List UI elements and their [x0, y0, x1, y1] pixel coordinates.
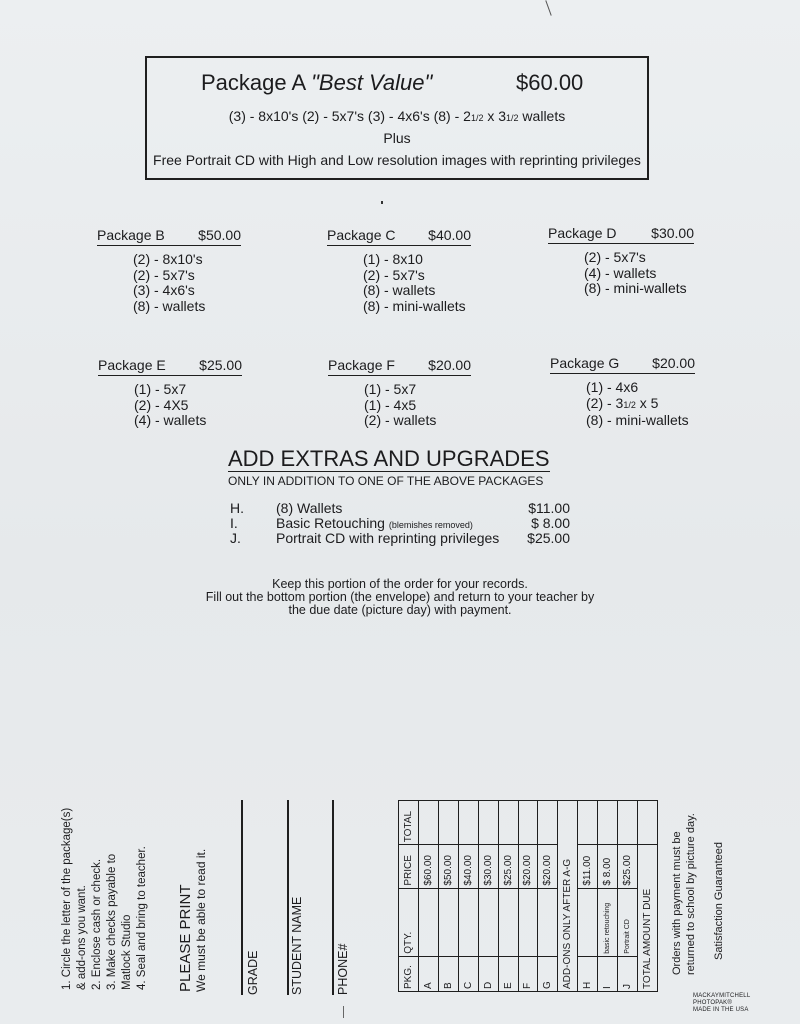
- please-print-note: [178, 849, 208, 992]
- package-e: [98, 357, 242, 429]
- package-price: $50.00: [198, 227, 241, 243]
- table-row[interactable]: F $20.00: [518, 801, 538, 992]
- extra-price: $11.00: [528, 500, 570, 516]
- please-print-sub: We must be able to read it.: [194, 848, 208, 992]
- order-table-grid: [398, 800, 658, 992]
- order-table: [398, 800, 658, 992]
- addon-row[interactable]: I basic retouching $ 8.00: [598, 801, 618, 992]
- package-item: (8) - mini-wallets: [363, 297, 466, 314]
- please-print-title: PLEASE PRINT: [177, 884, 194, 992]
- package-price: $30.00: [651, 225, 694, 241]
- package-item: (1) - 8x10: [363, 251, 423, 267]
- table-row[interactable]: G $20.00: [538, 801, 558, 992]
- header-total: TOTAL: [399, 801, 419, 845]
- package-items: [363, 252, 471, 314]
- package-item: (2) - wallets: [364, 412, 437, 428]
- instruction-step: 1. Circle the letter of the package(s): [61, 807, 73, 990]
- package-item: (8) - wallets: [363, 282, 436, 298]
- package-item: (1) - 5x7: [364, 381, 417, 397]
- extra-letter: J.: [230, 530, 241, 546]
- package-price: $40.00: [428, 227, 471, 243]
- extra-text: Basic Retouching (blemishes removed): [276, 515, 473, 531]
- records-note: Keep this portion of the order for your records.: [272, 577, 528, 591]
- package-a-name: Package A "Best Value": [201, 70, 433, 95]
- package-item: (2) - 5x7's: [363, 266, 425, 283]
- package-b: [97, 227, 241, 314]
- payment-note: Orders with payment must be returned to school by picture day.: [671, 813, 697, 975]
- satisfaction-guaranteed: Satisfaction Guaranteed: [713, 841, 725, 960]
- table-row[interactable]: C $40.00: [458, 801, 478, 992]
- package-item: (3) - 4x6's: [133, 282, 195, 298]
- header-qty: QTY.: [399, 888, 419, 956]
- extra-row-j: [230, 530, 575, 546]
- table-row[interactable]: E $25.00: [498, 801, 518, 992]
- table-row[interactable]: D $30.00: [478, 801, 498, 992]
- extra-letter: H.: [230, 500, 244, 516]
- extra-row-i: [230, 515, 575, 531]
- phone-label: PHONE#: [336, 943, 350, 995]
- addon-row[interactable]: H $11.00: [578, 801, 598, 992]
- package-item: (8) - wallets: [133, 297, 206, 314]
- top-mark: [545, 0, 551, 15]
- table-row[interactable]: B $50.00: [438, 801, 458, 992]
- package-item: (2) - 8x10's: [133, 251, 203, 267]
- return-note: Fill out the bottom portion (the envelope) and return to your teacher by: [205, 590, 595, 604]
- addons-header-row: ADD-ONS ONLY AFTER A-G: [558, 801, 578, 992]
- package-a-tag: "Best Value": [311, 70, 433, 95]
- package-items: [134, 382, 242, 429]
- package-items: [586, 380, 695, 429]
- package-item: (1) - 5x7: [134, 381, 187, 397]
- package-item: (1) - 4x5: [364, 396, 417, 413]
- speck-mark: [381, 201, 383, 204]
- package-item: (2) - 5x7's: [133, 266, 195, 283]
- package-header: [98, 357, 242, 376]
- student-name-label: STUDENT NAME: [290, 896, 304, 995]
- package-header: [327, 227, 471, 246]
- package-a-box: [145, 56, 649, 180]
- package-price: $20.00: [652, 355, 695, 371]
- package-header: [97, 227, 241, 246]
- package-item: (2) - 31/2 x 5: [586, 394, 659, 411]
- student-name-field[interactable]: [287, 800, 289, 995]
- package-header: [548, 225, 694, 244]
- package-c: [327, 227, 471, 314]
- table-row[interactable]: A $60.00: [418, 801, 438, 992]
- extra-text: (8) Wallets: [276, 500, 343, 516]
- package-a-contents: (3) - 8x10's (2) - 5x7's (3) - 4x6's (8) - 21/2 x 31/2 wallets: [228, 108, 566, 124]
- bottom-mark: [343, 1006, 344, 1018]
- header-price: PRICE: [399, 845, 419, 888]
- package-header: [550, 355, 695, 374]
- grade-field[interactable]: [241, 800, 243, 995]
- package-items: [364, 382, 471, 429]
- grade-label: GRADE: [246, 950, 260, 995]
- package-header: [328, 357, 471, 376]
- package-f: [328, 357, 471, 429]
- due-date-note: the due date (picture day) with payment.: [288, 603, 512, 617]
- package-item: (1) - 4x6: [586, 379, 639, 395]
- package-items: [584, 250, 694, 297]
- instruction-step: & add-ons you want.: [76, 885, 88, 990]
- instruction-step: Matlock Studio: [121, 914, 133, 990]
- package-item: (8) - mini-wallets: [586, 412, 689, 428]
- package-a-price: $60.00: [516, 70, 584, 95]
- package-a-plus: Plus: [383, 130, 411, 146]
- extra-text: Portrait CD with reprinting privileges: [276, 530, 500, 546]
- instruction-step: 3. Make checks payable to: [106, 853, 118, 990]
- package-item: (2) - 4X5: [134, 396, 189, 413]
- extras-subtitle: ONLY IN ADDITION TO ONE OF THE ABOVE PACKAGES: [228, 474, 544, 488]
- table-header-row: [399, 801, 419, 992]
- package-price: $20.00: [428, 357, 471, 373]
- extra-price: $25.00: [527, 530, 570, 546]
- package-d: [548, 225, 694, 297]
- package-g: [550, 355, 695, 429]
- extra-row-h: [230, 500, 575, 516]
- instruction-step: 4. Seal and bring to teacher.: [136, 846, 148, 990]
- package-a-bonus: Free Portrait CD with High and Low resolution images with reprinting privileges: [153, 152, 641, 168]
- total-row[interactable]: TOTAL AMOUNT DUE: [638, 801, 658, 992]
- header-pkg: PKG.: [399, 956, 419, 991]
- package-item: (2) - 5x7's: [584, 249, 646, 265]
- package-item: (8) - mini-wallets: [584, 280, 687, 296]
- package-price: $25.00: [199, 357, 242, 373]
- addon-row[interactable]: J Portrait CD $25.00: [618, 801, 638, 992]
- package-item: (4) - wallets: [134, 412, 207, 428]
- package-item: (4) - wallets: [584, 264, 657, 281]
- package-a-title-row: [147, 70, 647, 98]
- manufacturer-mark: MACKAYMITCHELL PHOTOPAK® MADE IN THE USA: [693, 993, 751, 1013]
- package-name: Package D: [548, 225, 617, 241]
- instruction-step: 2. Enclose cash or check.: [91, 858, 103, 990]
- package-name: Package F: [328, 357, 395, 373]
- extras-title: ADD EXTRAS AND UPGRADES: [228, 446, 550, 471]
- extra-letter: I.: [230, 515, 238, 531]
- package-name: Package C: [327, 227, 396, 243]
- package-name: Package G: [550, 355, 620, 371]
- package-name: Package B: [97, 227, 165, 243]
- phone-field[interactable]: [332, 800, 334, 995]
- extra-price: $ 8.00: [531, 515, 570, 531]
- package-name: Package E: [98, 357, 166, 373]
- instructions: [60, 808, 150, 990]
- package-items: [133, 252, 241, 314]
